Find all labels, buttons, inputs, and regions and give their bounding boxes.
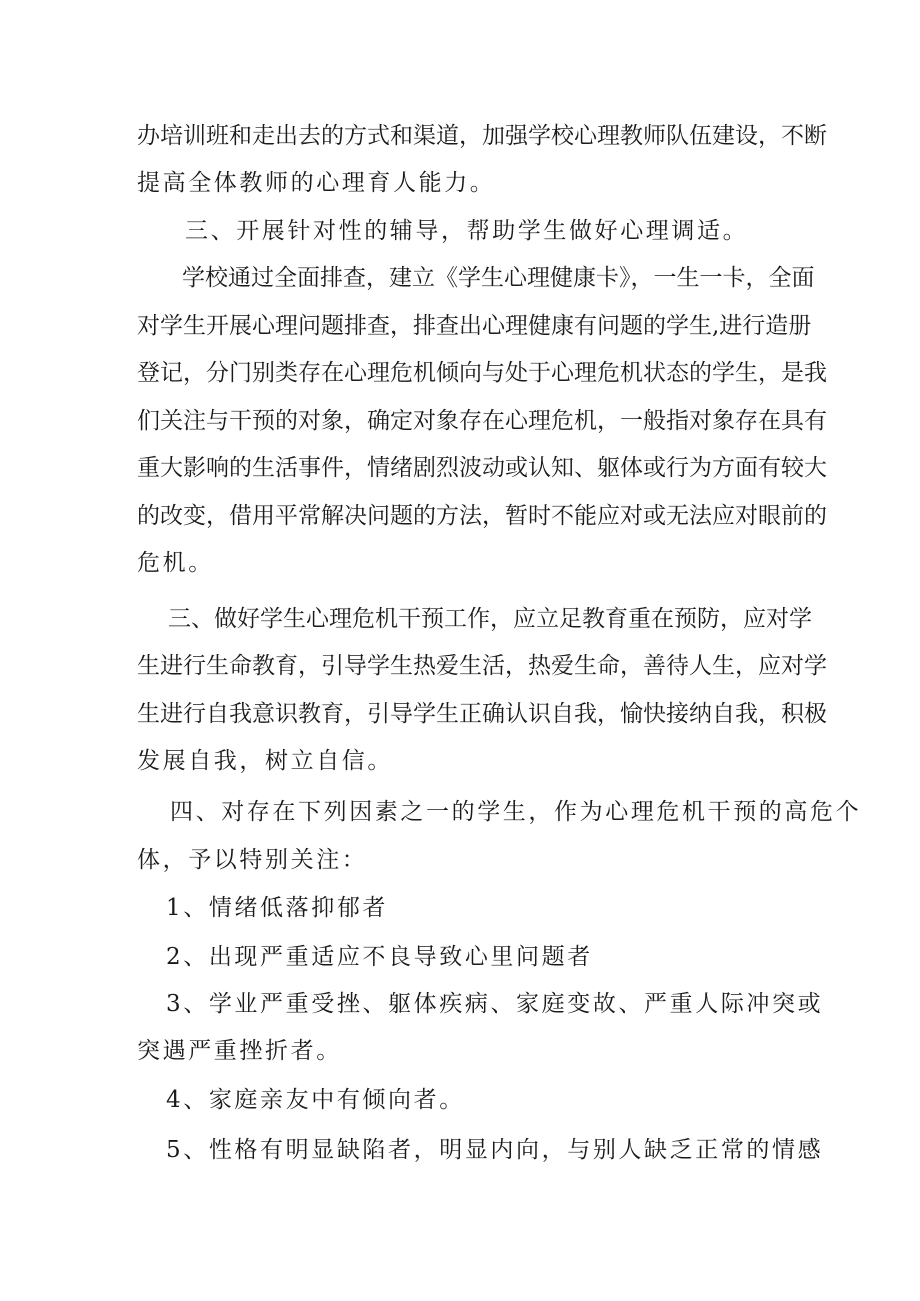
text-line: 的改变，借用平常解决问题的方法，暂时不能应对或无法应对眼前的 [137, 503, 827, 529]
text-line: 重大影响的生活事件，情绪剧烈波动或认知、躯体或行为方面有较大 [137, 455, 827, 481]
text-line: 提高全体教师的心理育人能力。 [137, 170, 496, 196]
section-heading: 三、做好学生心理危机干预工作，应立足教育重在预防，应对学 [168, 606, 812, 632]
text-line: 突遇严重挫折者。 [137, 1038, 342, 1064]
list-item: 1、情绪低落抑郁者 [166, 895, 389, 921]
list-item: 4、家庭亲友中有倾向者。 [166, 1087, 465, 1113]
text-line: 登记，分门别类存在心理危机倾向与处于心理危机状态的学生，是我 [137, 360, 827, 386]
section-heading: 四、对存在下列因素之一的学生，作为心理危机干预的高危个 [170, 799, 862, 825]
text-line: 生进行自我意识教育，引导学生正确认识自我，愉快接纳自我，积极 [137, 701, 827, 727]
text-line: 发展自我，树立自信。 [137, 748, 393, 774]
text-line: 办培训班和走出去的方式和渠道，加强学校心理教师队伍建设，不断 [137, 123, 827, 149]
text-line: 学校通过全面排查，建立《学生心理健康卡》，一生一卡，全面 [182, 265, 815, 291]
list-item: 3、学业严重受挫、躯体疾病、家庭变故、严重人际冲突或 [166, 991, 824, 1017]
text-line: 危机。 [137, 550, 214, 576]
list-item: 2、出现严重适应不良导致心里问题者 [166, 944, 593, 970]
text-line: 对学生开展心理问题排查，排查出心理健康有问题的学生,进行造册 [137, 313, 812, 339]
text-line: 生进行生命教育，引导学生热爱生活，热爱生命，善待人生，应对学 [137, 653, 827, 679]
section-heading: 三、开展针对性的辅导，帮助学生做好心理调适。 [185, 218, 749, 244]
text-line: 体，予以特别关注： [137, 847, 368, 873]
list-item: 5、性格有明显缺陷者，明显内向，与别人缺乏正常的情感 [166, 1137, 824, 1163]
text-line: 们关注与干预的对象，确定对象存在心理危机，一般指对象存在具有 [137, 408, 827, 434]
